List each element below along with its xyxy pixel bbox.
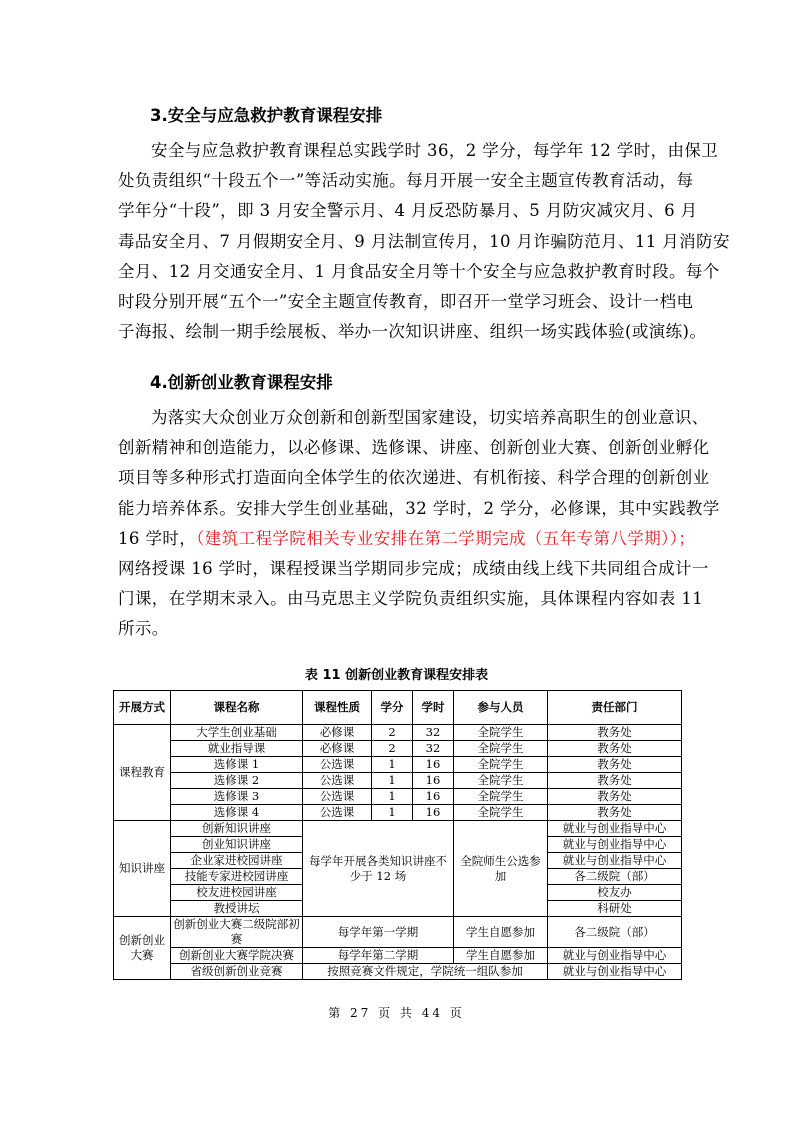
paragraph-line: 安全与应急救护教育课程总实践学时 36，2 学分，每学年 12 学时，由保卫: [151, 141, 719, 160]
table-cell: 必修课: [303, 741, 372, 757]
table-row: [114, 964, 682, 980]
paragraph-line: 创新精神和创造能力，以必修课、选修课、讲座、创新创业大赛、创新创业孵化: [118, 438, 710, 458]
table-row: [114, 948, 682, 964]
table-cell: 2: [372, 741, 413, 757]
table-cell: 创新创业大赛二级院部初赛: [171, 917, 303, 948]
table-row: [114, 805, 682, 821]
table-cell: 教授讲坛: [171, 901, 303, 917]
table-row: [114, 821, 682, 837]
paragraph-line: 项目等多种形式打造面向全体学生的依次递进、有机衔接、科学合理的创新创业: [118, 468, 710, 488]
mode-cell: 知识讲座: [114, 821, 171, 917]
table-cell: 教务处: [548, 805, 682, 821]
table-cell: 教务处: [548, 757, 682, 773]
table-cell: 校友进校园讲座: [171, 885, 303, 901]
table-row: [114, 789, 682, 805]
table-cell: 技能专家进校园讲座: [171, 869, 303, 885]
mode-cell: 课程教育: [114, 725, 171, 821]
table-cell: 各二级院（部）: [548, 917, 682, 948]
course-schedule-table: [113, 690, 682, 980]
table-cell: 全院学生: [454, 773, 548, 789]
table-cell: 1: [372, 805, 413, 821]
table-cell: 16: [413, 805, 454, 821]
table-cell: 1: [372, 773, 413, 789]
merged-participants-cell: 全院师生公选参加: [454, 821, 548, 917]
table-cell: 企业家进校园讲座: [171, 853, 303, 869]
table-cell: 创新创业大赛学院决赛: [171, 948, 303, 964]
table-cell: 16: [413, 757, 454, 773]
table-caption: 表 11 创新创业教育课程安排表: [304, 668, 489, 683]
table-row: [114, 725, 682, 741]
table-cell: 校友办: [548, 885, 682, 901]
table-cell: 公选课: [303, 789, 372, 805]
paragraph-line: 学年分“十段”，即 3 月安全警示月、4 月反恐防暴月、5 月防灾减灾月、6 月: [118, 201, 698, 221]
paragraph-line: 网络授课 16 学时，课程授课当学期同步完成；成绩由线上线下共同组合成计一: [118, 559, 709, 579]
header-cell: 课程性质: [303, 691, 372, 725]
table-cell: 公选课: [303, 773, 372, 789]
section-3-paragraph: [118, 136, 730, 347]
table-cell: 必修课: [303, 725, 372, 741]
table-cell: 学生自愿参加: [454, 948, 548, 964]
table-cell: 16: [413, 789, 454, 805]
table-cell: 就业指导课: [171, 741, 303, 757]
table-cell: 就业与创业指导中心: [548, 837, 682, 853]
table-cell: 就业与创业指导中心: [548, 853, 682, 869]
table-cell: 选修课 4: [171, 805, 303, 821]
header-cell: 开展方式: [114, 691, 171, 725]
table-cell: 全院学生: [454, 789, 548, 805]
table-cell: 就业与创业指导中心: [548, 964, 682, 980]
paragraph-line: 所示。: [118, 619, 169, 639]
paragraph-line: 全月、12 月交通安全月、1 月食品安全月等十个安全与应急救护教育时段。每个: [118, 261, 720, 281]
table-cell: 选修课 1: [171, 757, 303, 773]
table-cell: 选修课 2: [171, 773, 303, 789]
paragraph-line: 时段分别开展“五个一”安全主题宣传教育，即召开一堂学习班会、设计一档电: [118, 292, 694, 312]
mode-cell: 创新创业大赛: [114, 917, 171, 980]
page-footer: 第 27 页 共 44 页: [328, 1006, 465, 1020]
paragraph-line: 处负责组织“十段五个一”等活动实施。每月开展一安全主题宣传教育活动，每: [118, 171, 694, 191]
table-cell: 全院学生: [454, 805, 548, 821]
paragraph-line: 门课，在学期末录入。由马克思主义学院负责组织实施，具体课程内容如表 11: [118, 589, 704, 609]
table-cell: 教务处: [548, 789, 682, 805]
section-3-heading: 3.安全与应急救护教育课程安排: [150, 106, 383, 125]
table-row: [114, 917, 682, 948]
paragraph-line: 能力培养体系。安排大学生创业基础，32 学时，2 学分，必修课，其中实践教学: [118, 498, 720, 518]
table-row: [114, 741, 682, 757]
table-row: [114, 757, 682, 773]
table-cell: 1: [372, 757, 413, 773]
table-cell: 全院学生: [454, 725, 548, 741]
red-highlight-note: （建筑工程学院相关专业安排在第二学期完成（五年专第八学期））；: [196, 528, 696, 548]
table-cell: 创新知识讲座: [171, 821, 303, 837]
paragraph-line: 子海报、绘制一期手绘展板、举办一次知识讲座、组织一场实践体验(或演练)。: [118, 322, 707, 342]
table-cell: 每学年第一学期: [303, 917, 454, 948]
table-cell: 16: [413, 773, 454, 789]
section-4-paragraph: [118, 403, 720, 645]
table-cell: 2: [372, 725, 413, 741]
table-cell: 全院学生: [454, 741, 548, 757]
paragraph-line: 为落实大众创业万众创新和创新型国家建设，切实培养高职生的创业意识、: [151, 408, 709, 427]
paragraph-line: [118, 524, 696, 554]
table-cell: 学生自愿参加: [454, 917, 548, 948]
table-cell: 科研处: [548, 901, 682, 917]
table-cell: 全院学生: [454, 757, 548, 773]
table-cell: 教务处: [548, 725, 682, 741]
table-header-row: [114, 691, 682, 725]
table-cell: 教务处: [548, 741, 682, 757]
section-4-heading: 4.创新创业教育课程安排: [150, 373, 333, 392]
table-cell: 32: [413, 725, 454, 741]
table-cell: 创业知识讲座: [171, 837, 303, 853]
table-cell: 各二级院（部）: [548, 869, 682, 885]
table-cell: 就业与创业指导中心: [548, 948, 682, 964]
table-cell: 32: [413, 741, 454, 757]
table-row: [114, 773, 682, 789]
table-cell: 教务处: [548, 773, 682, 789]
merged-desc-cell: 每学年开展各类知识讲座不少于 12 场: [303, 821, 454, 917]
header-cell: 课程名称: [171, 691, 303, 725]
table-cell: 大学生创业基础: [171, 725, 303, 741]
paragraph-line: 毒品安全月、7 月假期安全月、9 月法制宣传月，10 月诈骗防范月、11 月消防安: [118, 231, 730, 251]
header-cell: 学分: [372, 691, 413, 725]
table-cell: 1: [372, 789, 413, 805]
line-prefix: 16 学时，: [118, 528, 197, 548]
header-cell: 学时: [413, 691, 454, 725]
header-cell: 参与人员: [454, 691, 548, 725]
table-cell: 省级创新创业竞赛: [171, 964, 303, 980]
table-cell: 选修课 3: [171, 789, 303, 805]
table-cell: 公选课: [303, 805, 372, 821]
table-cell: 按照竞赛文件规定，学院统一组队参加: [303, 964, 548, 980]
header-cell: 责任部门: [548, 691, 682, 725]
table-cell: 公选课: [303, 757, 372, 773]
table-cell: 就业与创业指导中心: [548, 821, 682, 837]
table-cell: 每学年第二学期: [303, 948, 454, 964]
